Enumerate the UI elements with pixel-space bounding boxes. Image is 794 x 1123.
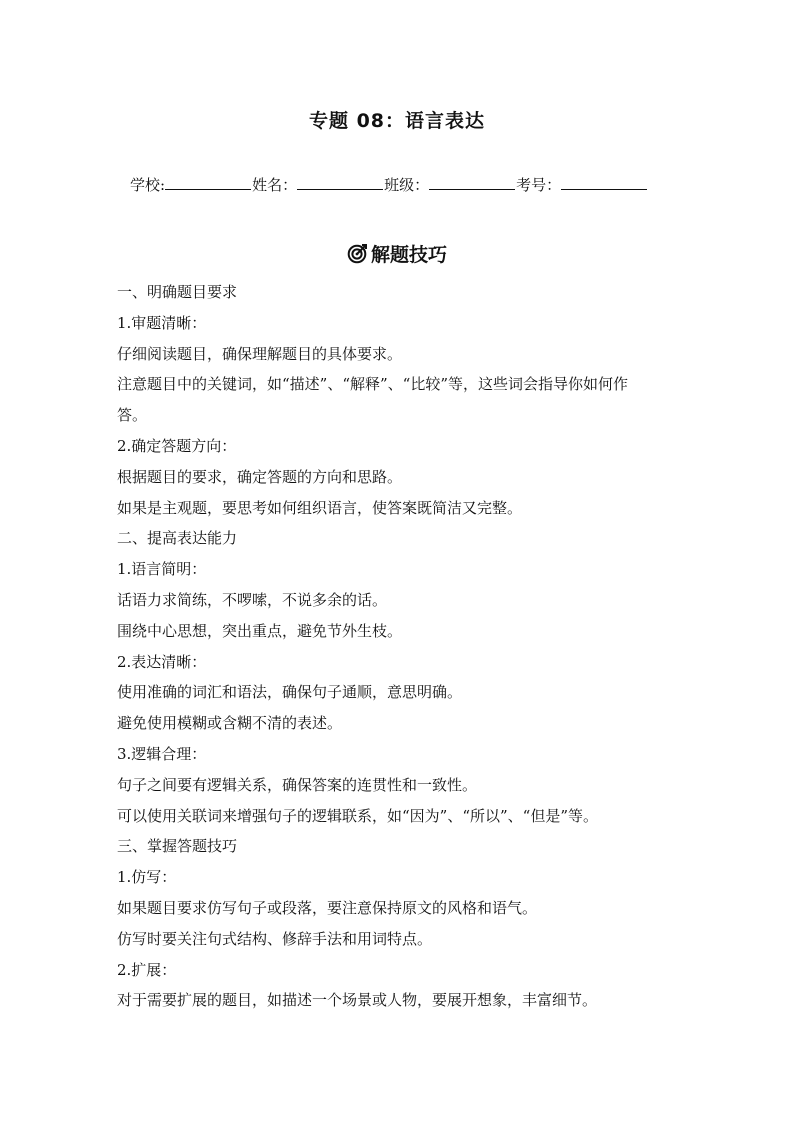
- text-line: 1.审题清晰：: [117, 313, 207, 332]
- document-body: [117, 277, 687, 1016]
- name-label: 姓名：: [252, 176, 298, 194]
- text-line: 根据题目的要求，确定答题的方向和思路。: [117, 467, 403, 486]
- section-heading: [0, 240, 794, 267]
- class-blank: [429, 175, 515, 190]
- document-title: 专题 08：语言表达: [308, 110, 486, 132]
- text-line: 答。: [117, 406, 148, 425]
- target-icon: [347, 244, 367, 264]
- school-blank: [165, 175, 251, 190]
- text-line: 可以使用关联词来增强句子的逻辑联系，如“因为”、“所以”、“但是”等。: [117, 806, 599, 825]
- text-line: 话语力求简练，不啰嗦，不说多余的话。: [117, 590, 388, 609]
- text-line: 句子之间要有逻辑关系，确保答案的连贯性和一致性。: [117, 775, 478, 794]
- text-line: 仔细阅读题目，确保理解题目的具体要求。: [117, 344, 403, 363]
- text-line: 避免使用模糊或含糊不清的表述。: [117, 714, 343, 733]
- school-label: 学校:: [130, 176, 166, 194]
- text-line: 三、掌握答题技巧: [117, 837, 238, 856]
- text-line: 仿写时要关注句式结构、修辞手法和用词特点。: [117, 929, 433, 948]
- text-line: 2.扩展：: [117, 960, 177, 979]
- text-line: 一、明确题目要求: [117, 283, 238, 301]
- class-label: 班级：: [384, 176, 430, 194]
- text-line: 2.确定答题方向：: [117, 436, 237, 455]
- text-line: 1.仿写：: [117, 868, 177, 887]
- text-line: 使用准确的词汇和语法，确保句子通顺，意思明确。: [117, 683, 463, 702]
- text-line: 3.逻辑合理：: [117, 744, 207, 763]
- text-line: 对于需要扩展的题目，如描述一个场景或人物，要展开想象，丰富细节。: [117, 991, 598, 1010]
- section-heading-text: 解题技巧: [370, 244, 447, 266]
- name-blank: [297, 175, 383, 190]
- exam-number-blank: [561, 175, 647, 190]
- text-line: 二、提高表达能力: [117, 529, 238, 548]
- text-line: 2.表达清晰：: [117, 652, 207, 671]
- text-line: 如果题目要求仿写句子或段落，要注意保持原文的风格和语气。: [117, 898, 538, 917]
- text-line: 注意题目中的关键词，如“描述”、“解释”、“比较”等，这些词会指导你如何作: [117, 375, 629, 394]
- text-line: 围绕中心思想，突出重点，避免节外生枝。: [117, 621, 403, 640]
- text-line: 如果是主观题，要思考如何组织语言，使答案既简洁又完整。: [117, 498, 523, 517]
- exam-number-label: 考号：: [516, 176, 562, 194]
- student-info-row: [130, 174, 648, 195]
- text-line: 1.语言简明：: [117, 560, 207, 579]
